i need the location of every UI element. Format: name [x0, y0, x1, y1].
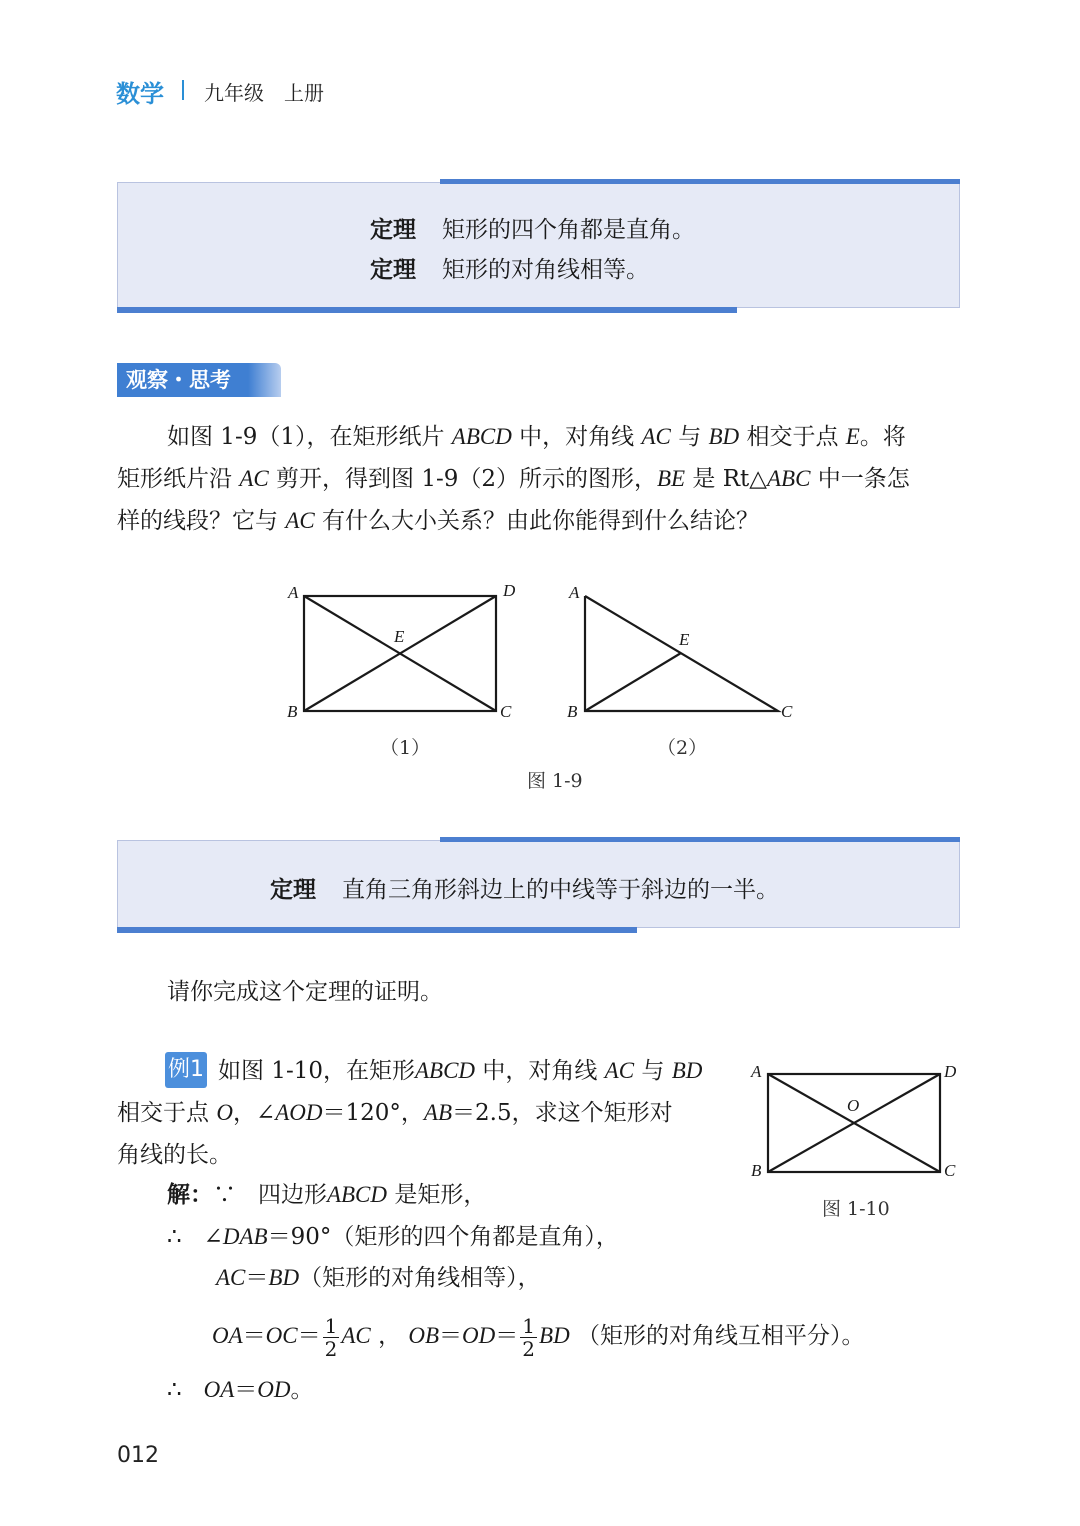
- theorem-text: 矩形的四个角都是直角。: [442, 217, 695, 243]
- theorem-text: 矩形的对角线相等。: [442, 257, 649, 283]
- prove-prompt: 请你完成这个定理的证明。: [167, 979, 443, 1005]
- box-accent-bar: [117, 927, 637, 933]
- point-label: O: [847, 1096, 860, 1115]
- theorem-box-2: [117, 840, 960, 928]
- point-label: C: [781, 702, 793, 721]
- box-accent-bar: [440, 837, 960, 842]
- point-label: B: [287, 702, 298, 721]
- example-badge: 例1: [165, 1052, 207, 1088]
- point-label: A: [288, 583, 299, 602]
- observe-line-1: 如图 1-9（1），在矩形纸片 ABCD 中，对角线 AC 与 BD 相交于点 E。将: [167, 424, 906, 450]
- point-label: C: [500, 702, 512, 721]
- median-be: [585, 653, 681, 711]
- point-label: B: [567, 702, 578, 721]
- figure-caption-1-9: 图 1-9: [527, 770, 583, 792]
- point-label: C: [944, 1161, 956, 1180]
- theorem-label: 定理: [370, 217, 416, 243]
- example-line-1: 如图 1-10，在矩形ABCD 中，对角线 AC 与 BD: [218, 1058, 703, 1084]
- point-label: D: [503, 581, 516, 600]
- theorem-label: 定理: [270, 877, 316, 903]
- point-label: B: [751, 1161, 762, 1180]
- point-label: A: [569, 583, 580, 602]
- header-volume: 上册: [284, 81, 324, 105]
- solution-line-1: 解：∵ 四边形ABCD 是矩形，: [167, 1182, 487, 1208]
- observe-line-3: 样的线段？它与 AC 有什么大小关系？由此你能得到什么结论？: [117, 508, 760, 534]
- solution-line-3: AC＝BD（矩形的对角线相等），: [216, 1265, 541, 1291]
- point-label: E: [679, 630, 690, 649]
- point-label: E: [394, 627, 405, 646]
- subfigure-label-1: （1）: [380, 737, 431, 759]
- observe-think-tag: 观察・思考: [117, 363, 281, 397]
- theorem-line: [270, 871, 779, 904]
- header-grade: 九年级: [204, 81, 264, 105]
- header-subject: 数学: [116, 80, 164, 108]
- solution-line-2: ∴ ∠DAB＝90°（矩形的四个角都是直角），: [167, 1224, 619, 1250]
- observe-line-2: 矩形纸片沿 AC 剪开，得到图 1-9（2）所示的图形，BE 是 Rt△ABC 中一条怎: [117, 466, 910, 492]
- example-line-2: 相交于点 O，∠AOD＝120°，AB＝2.5，求这个矩形对: [117, 1100, 673, 1126]
- theorem-label: 定理: [370, 257, 416, 283]
- solution-line-5: ∴ OA＝OD。: [167, 1377, 314, 1403]
- fraction-half: $\frac{1}{2}$: [324, 1313, 338, 1361]
- point-label: A: [751, 1062, 762, 1081]
- page-number: 012: [117, 1443, 159, 1468]
- theorem-text: 直角三角形斜边上的中线等于斜边的一半。: [342, 877, 779, 903]
- point-label: D: [944, 1062, 957, 1081]
- figure-caption-1-10: 图 1-10: [822, 1198, 890, 1220]
- fraction-half: $\frac{1}{2}$: [522, 1313, 536, 1361]
- example-line-3: 角线的长。: [117, 1142, 232, 1168]
- solution-line-4: OA＝OC＝ $\frac{1}{2}$ AC ， OB＝OD＝ $\frac{1}{2}$ BD （矩形的对角线互相平分）。: [212, 1313, 865, 1361]
- subfigure-label-2: （2）: [657, 737, 708, 759]
